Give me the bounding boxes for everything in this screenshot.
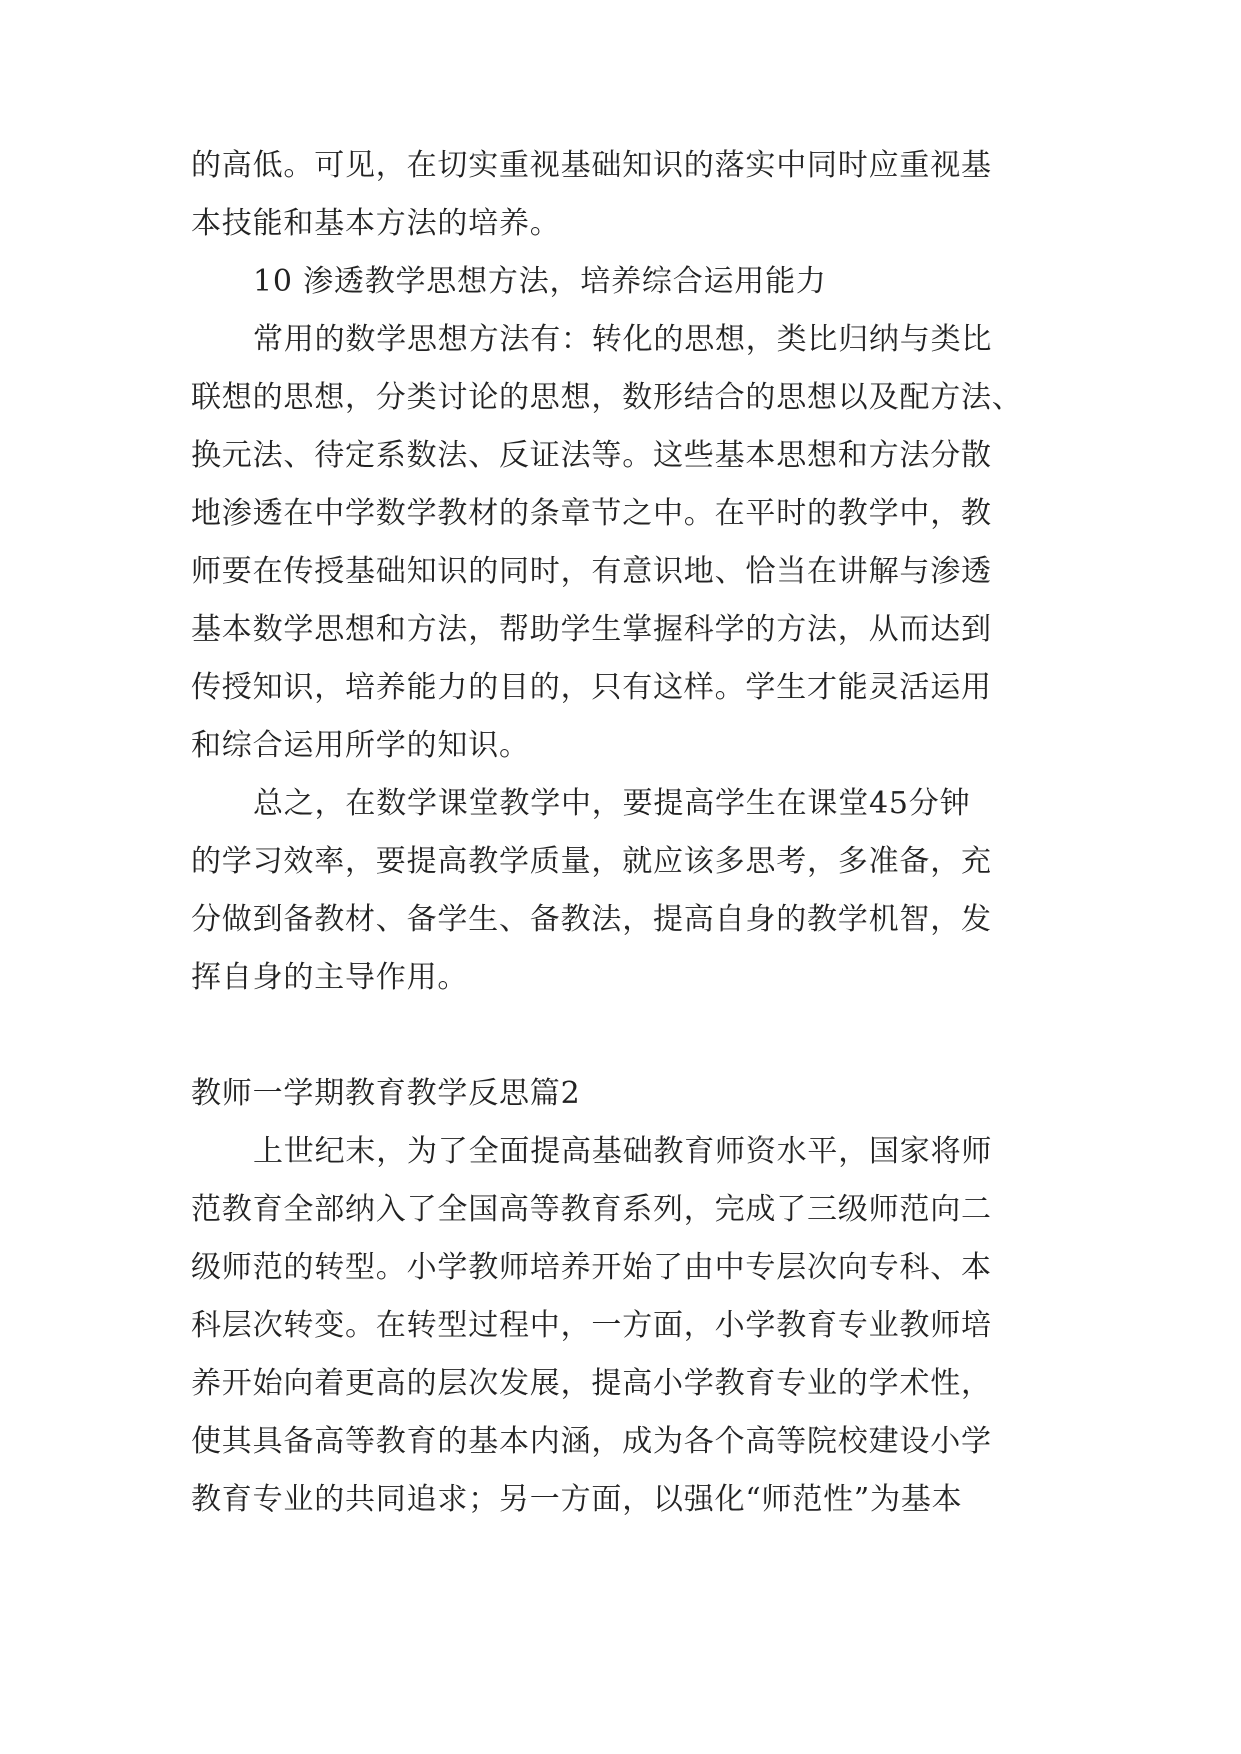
section-heading: 10 渗透教学思想方法，培养综合运用能力 — [253, 264, 827, 299]
text-line: 范教育全部纳入了全国高等教育系列，完成了三级师范向二 — [191, 1192, 992, 1227]
text-line: 换元法、待定系数法、反证法等。这些基本思想和方法分散 — [191, 438, 992, 473]
text-line: 科层次转变。在转型过程中，一方面，小学教育专业教师培 — [191, 1308, 992, 1343]
text-line: 常用的数学思想方法有：转化的思想，类比归纳与类比 — [253, 322, 993, 357]
text-line: 联想的思想，分类讨论的思想，数形结合的思想以及配方法、 — [191, 380, 1023, 415]
text-line: 传授知识，培养能力的目的，只有这样。学生才能灵活运用 — [191, 670, 992, 705]
text-line: 的高低。可见，在切实重视基础知识的落实中同时应重视基 — [191, 148, 992, 183]
article-title: 教师一学期教育教学反思篇2 — [191, 1076, 581, 1111]
text-line: 养开始向着更高的层次发展，提高小学教育专业的学术性， — [191, 1366, 992, 1401]
text-line: 总之，在数学课堂教学中，要提高学生在课堂45分钟 — [253, 786, 971, 821]
text-line: 基本数学思想和方法，帮助学生掌握科学的方法，从而达到 — [191, 612, 992, 647]
text-line: 挥自身的主导作用。 — [191, 960, 469, 995]
text-line: 本技能和基本方法的培养。 — [191, 206, 561, 241]
text-line: 级师范的转型。小学教师培养开始了由中专层次向专科、本 — [191, 1250, 992, 1285]
text-line: 地渗透在中学数学教材的条章节之中。在平时的教学中，教 — [191, 496, 992, 531]
text-line: 教育专业的共同追求；另一方面，以强化“师范性”为基本 — [191, 1482, 963, 1517]
text-line: 上世纪末，为了全面提高基础教育师资水平，国家将师 — [253, 1134, 993, 1169]
text-line: 使其具备高等教育的基本内涵，成为各个高等院校建设小学 — [191, 1424, 992, 1459]
text-line: 分做到备教材、备学生、备教法，提高自身的教学机智，发 — [191, 902, 992, 937]
text-line: 师要在传授基础知识的同时，有意识地、恰当在讲解与渗透 — [191, 554, 992, 589]
text-line: 的学习效率，要提高教学质量，就应该多思考，多准备，充 — [191, 844, 992, 879]
text-line: 和综合运用所学的知识。 — [191, 728, 530, 763]
